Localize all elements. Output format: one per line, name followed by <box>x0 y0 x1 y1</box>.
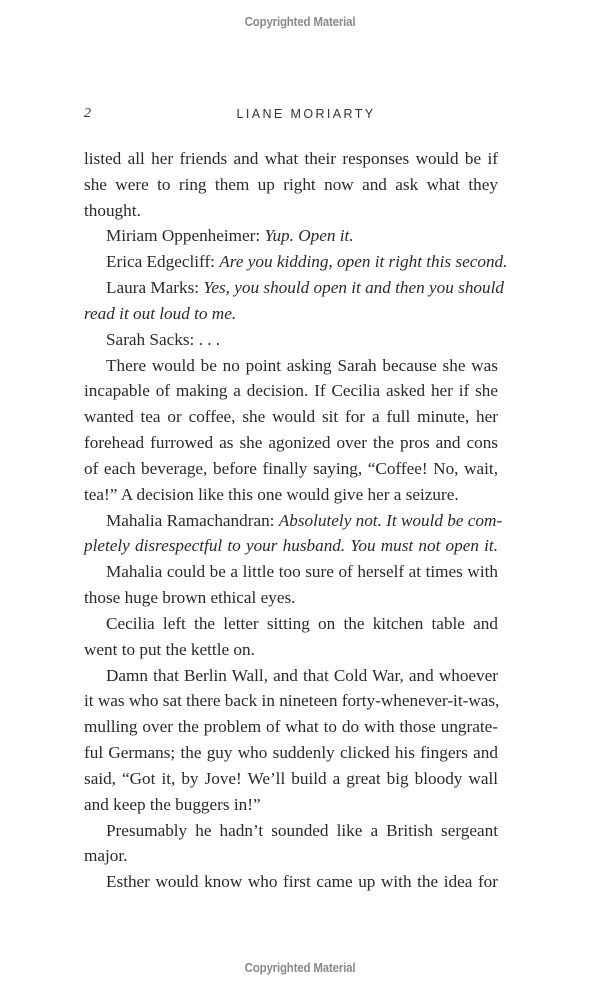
line-text: Presumably he hadn’t sounded like a British sergeant <box>106 820 498 840</box>
page-number: 2 <box>84 106 91 121</box>
text-line <box>84 172 498 198</box>
text-line <box>84 482 498 508</box>
line-text: Mahalia could be a little too sure of herself at times with <box>106 562 498 582</box>
italic-text: pletely disrespectful to your husband. You must not open it. <box>84 536 498 556</box>
line-text: of each beverage, before finally saying, “Coffee! No, wait, <box>84 458 498 478</box>
text-line <box>84 198 498 224</box>
text-line <box>84 714 498 740</box>
text-line <box>84 508 503 534</box>
line-text: said, “Got it, by Jove! We’ll build a great big bloody wall <box>84 768 498 788</box>
line-text: and keep the buggers in!” <box>84 794 261 814</box>
speaker-name: Erica Edgecliff: <box>106 252 220 272</box>
text-line <box>84 869 498 895</box>
text-line <box>84 663 498 689</box>
italic-text: Absolutely not. It would be com- <box>278 510 503 530</box>
speaker-name: Miriam Oppenheimer: <box>106 226 265 246</box>
text-line <box>84 223 498 249</box>
text-line <box>84 792 498 818</box>
line-text: thought. <box>84 200 141 220</box>
text-line <box>84 378 498 404</box>
text-line <box>84 456 498 482</box>
text-line <box>84 766 498 792</box>
line-text: incapable of making a decision. If Cecilia asked her if she <box>84 381 498 401</box>
text-line <box>84 585 498 611</box>
text-line <box>84 637 498 663</box>
line-text: tea!” A decision like this one would give her a seizure. <box>84 484 459 504</box>
text-line <box>84 146 498 172</box>
copyright-watermark-bottom: Copyrighted Material <box>244 961 356 975</box>
line-text: it was who sat there back in nineteen forty-whenever-it-was, <box>84 691 500 711</box>
speaker-name: Mahalia Ramachandran: <box>106 510 279 530</box>
line-text: major. <box>84 846 128 866</box>
line-text: Cecilia left the letter sitting on the kitchen table and <box>106 613 498 633</box>
text-line <box>84 249 508 275</box>
line-text: There would be no point asking Sarah because she was <box>106 355 498 375</box>
italic-text: Yup. Open it. <box>264 226 354 246</box>
italic-text: read it out loud to me. <box>84 303 237 323</box>
text-line <box>84 559 498 585</box>
line-text: ful Germans; the guy who suddenly clicked his fingers and <box>84 743 498 763</box>
text-line <box>84 353 498 379</box>
line-text: Esther would know who first came up with the idea for <box>106 872 498 892</box>
line-text: she were to ring them up right now and ask what they <box>84 174 498 194</box>
speaker-name: Laura Marks: <box>106 278 204 298</box>
line-text: mulling over the problem of what to do with those ungrate- <box>84 717 498 737</box>
text-line <box>84 843 498 869</box>
author-name: LIANE MORIARTY <box>236 107 376 121</box>
running-head <box>84 106 498 126</box>
text-line <box>84 327 498 353</box>
text-line <box>84 611 498 637</box>
text-line <box>84 430 498 456</box>
line-text: wanted tea or coffee, she would sit for a full minute, her <box>84 407 498 427</box>
line-text: Damn that Berlin Wall, and that Cold War, and whoever <box>106 665 498 685</box>
text-line <box>84 275 504 301</box>
text-line <box>84 404 498 430</box>
text-line <box>84 818 498 844</box>
italic-text: Yes, you should open it and then you should <box>203 278 504 298</box>
text-line <box>84 740 498 766</box>
line-text: Sarah Sacks: . . . <box>106 329 221 349</box>
body-text <box>84 146 508 895</box>
italic-text: Are you kidding, open it right this second. <box>219 252 508 272</box>
line-text: those huge brown ethical eyes. <box>84 588 296 608</box>
copyright-watermark-top: Copyrighted Material <box>244 15 356 29</box>
line-text: forehead furrowed as she agonized over the pros and cons <box>84 433 498 453</box>
text-line <box>84 301 498 327</box>
text-line <box>84 688 498 714</box>
line-text: listed all her friends and what their responses would be if <box>84 149 498 168</box>
line-text: went to put the kettle on. <box>84 639 255 659</box>
text-line <box>84 533 498 559</box>
